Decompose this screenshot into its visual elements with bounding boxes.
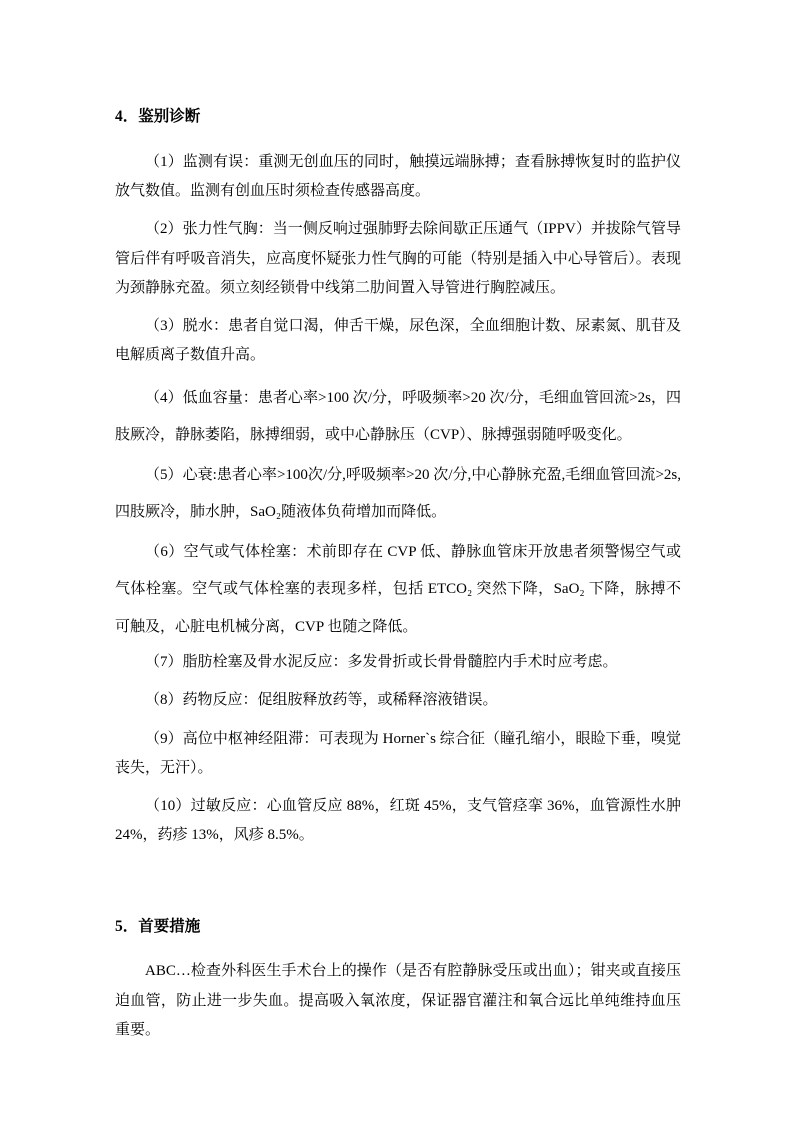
section-5-paragraph-1: ABC…检查外科医生手术台上的操作（是否有腔静脉受压或出血）；钳夹或直接压迫血管，防止进一步失血。提高吸入氧浓度，保证器官灌注和氧合远比单纯维持血压重要。 bbox=[115, 963, 681, 1038]
section-4-paragraph-1: （1）监测有误：重测无创血压的同时，触摸远端脉搏；查看脉搏恢复时的监护仪放气数值。监测有创血压时须检查传感器高度。 bbox=[115, 153, 681, 200]
section-4-paragraph-10: （10）过敏反应：心血管反应 88%，红斑 45%，支气管痉挛 36%，血管源性水肿 24%，药疹 13%，风疹 8.5%。 bbox=[115, 798, 681, 844]
section-4-paragraph-6: （6）空气或气体栓塞：术前即存在 CVP 低、静脉血管床开放患者须警惕空气或气体栓塞。空气或气体栓塞的表现多样，包括 ETCO₂ 突然下降，SaO₂ 下降，脉搏不可触及，心脏电机械分离，CVP 也随之降低。 bbox=[115, 543, 681, 635]
section-4-paragraph-9: （9）高位中枢神经阻滞：可表现为 Horner`s 综合征（瞳孔缩小，眼睑下垂，嗅觉丧失，无汗）。 bbox=[115, 730, 681, 776]
section-4-paragraph-5: （5）心衰:患者心率>100次/分,呼吸频率>20 次/分,中心静脉充盈,毛细血管回流>2s,四肢厥冷，肺水肿，SaO₂随液体负荷增加而降低。 bbox=[115, 466, 681, 521]
section-4-heading: 4．鉴别诊断 bbox=[115, 108, 201, 125]
section-4-paragraph-3: （3）脱水：患者自觉口渴，伸舌干燥，尿色深，全血细胞计数、尿素氮、肌苷及电解质离子数值升高。 bbox=[115, 318, 681, 364]
section-4-paragraph-4: （4）低血容量：患者心率>100 次/分，呼吸频率>20 次/分，毛细血管回流>2s，四肢厥冷，静脉萎陷，脉搏细弱，或中心静脉压（CVP）、脉搏强弱随呼吸变化。 bbox=[115, 389, 681, 444]
section-5-heading: 5．首要措施 bbox=[115, 917, 201, 935]
section-4-paragraph-7: （7）脂肪栓塞及骨水泥反应：多发骨折或长骨骨髓腔内手术时应考虑。 bbox=[145, 654, 618, 671]
section-4-paragraph-2: （2）张力性气胸：当一侧反响过强肺野去除间歇正压通气（IPPV）并拔除气管导管后伴有呼吸音消失，应高度怀疑张力性气胸的可能（特别是插入中心导管后）。表现为颈静脉充盈。须立刻经锁骨中线第二肋间置入导管进行胸腔减压。 bbox=[115, 221, 681, 296]
section-4-paragraph-8: （8）药物反应：促组胺释放药等，或稀释溶液错误。 bbox=[145, 692, 498, 709]
